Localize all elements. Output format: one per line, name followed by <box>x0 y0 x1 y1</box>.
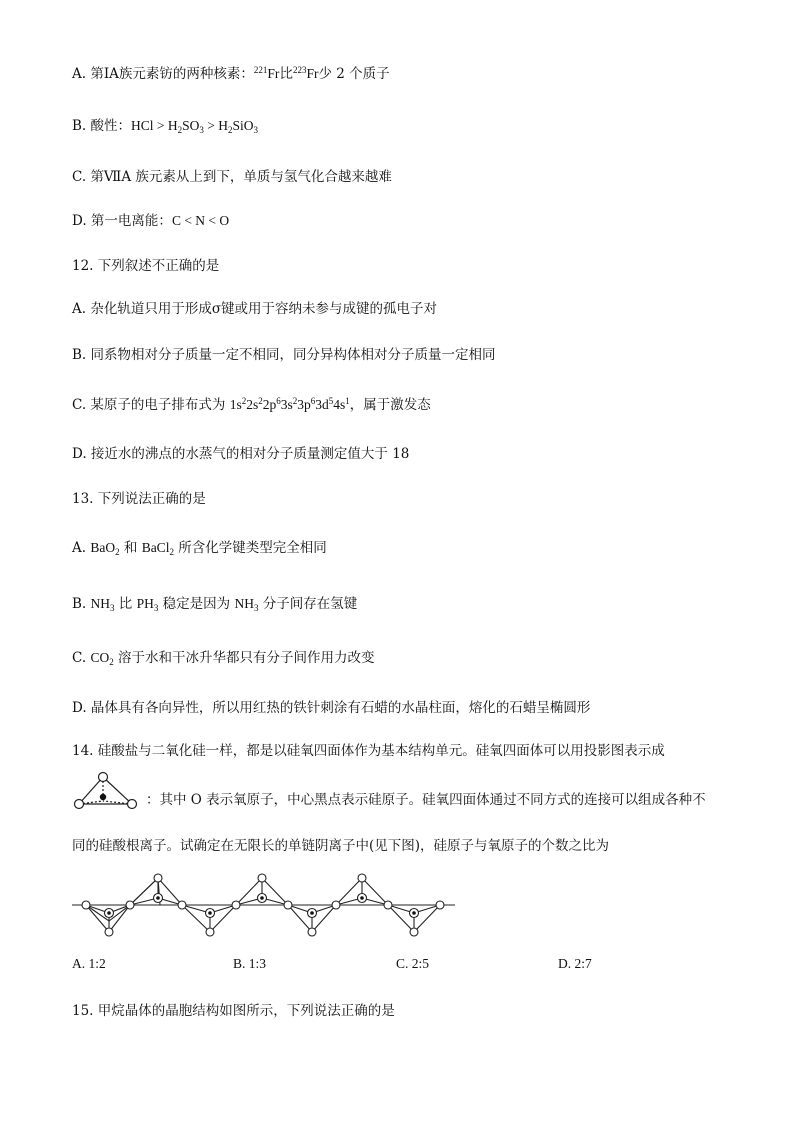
q14-stem-line3: 同的硅酸根离子。试确定在无限长的单链阴离子中(见下图)，硅原子与氧原子的个数之比为 <box>72 838 610 854</box>
q12-option-a: A. 杂化轨道只用于形成σ键或用于容纳未参与成键的孤电子对 <box>72 301 438 317</box>
q13-option-b: B. $NH_3$ 比 $PH_3$ 稳定是因为 $NH_3$ 分子间存在氢键 <box>72 596 358 613</box>
q13-option-d: D. 晶体具有各向异性，所以用红热的铁针刺涂有石蜡的水晶柱面，熔化的石蜡呈椭圆形 <box>72 700 591 716</box>
option-text: ，属于激发态 <box>349 397 431 413</box>
mass-number: 223 <box>292 65 307 75</box>
acidity-formula: HCl > $H_2SO_3 > H_2SiO_3$ <box>131 118 259 135</box>
q12-option-c <box>72 395 431 415</box>
element-symbol: Fr <box>306 66 319 81</box>
option-text: C. 某原子的电子排布式为 <box>72 397 230 413</box>
silicate-chain-diagram <box>70 868 460 940</box>
ionization-formula: C < N < O <box>171 213 230 228</box>
mass-number: 221 <box>253 65 268 75</box>
option-text: A. 第ⅠA族元素钫的两种核素： <box>72 66 254 82</box>
tetrahedron-projection-icon <box>72 770 142 814</box>
option-text: B. 酸性： <box>72 118 132 134</box>
option-text: 比 <box>279 66 293 82</box>
q12-option-b: B. 同系物相对分子质量一定不相同，同分异构体相对分子质量一定相同 <box>72 347 496 363</box>
option-text: 少 2 个质子 <box>318 66 390 82</box>
q15-stem: 15. 甲烷晶体的晶胞结构如图所示，下列说法正确的是 <box>72 1003 395 1019</box>
q14-stem-line2: ：其中 O 表示氧原子，中心黑点表示硅原子。硅氧四面体通过不同方式的连接可以组成各种不 <box>146 792 706 808</box>
q13-stem: 13. 下列说法正确的是 <box>72 491 206 507</box>
formula: BaO$_2$ <box>90 540 120 557</box>
formula: $PH_3$ <box>136 596 159 613</box>
formula: $NH_3$ <box>234 596 259 613</box>
q11-option-a <box>72 64 390 84</box>
q14-stem-line1: 14. 硅酸盐与二氧化硅一样，都是以硅氧四面体作为基本结构单元。硅氧四面体可以用投影图表示成 <box>72 743 665 759</box>
q12-option-d: D. 接近水的沸点的水蒸气的相对分子质量测定值大于 18 <box>72 446 410 462</box>
electron-configuration: $1s^22s^22p^63s^23p^63d^54s^1$ <box>229 396 350 412</box>
formula: $CO_2$ <box>90 650 114 667</box>
q14-option-b: B. 1:3 <box>233 956 267 971</box>
option-text: D. 第一电离能： <box>72 213 172 229</box>
q11-option-b <box>72 116 258 136</box>
q12-stem: 12. 下列叙述不正确的是 <box>72 258 220 274</box>
q11-option-c: C. 第ⅦA 族元素从上到下，单质与氢气化合越来越难 <box>72 169 392 185</box>
q14-option-a: A. 1:2 <box>72 956 106 971</box>
element-symbol: Fr <box>267 66 280 81</box>
q14-option-d: D. 2:7 <box>558 956 592 971</box>
formula: $NH_3$ <box>90 596 115 613</box>
q14-option-c: C. 2:5 <box>396 956 430 971</box>
q13-option-a: A. BaO$_2$ 和 BaCl$_2$ 所含化学键类型完全相同 <box>72 540 327 557</box>
formula: BaCl$_2$ <box>141 540 174 557</box>
q11-option-d <box>72 211 229 231</box>
q13-option-c: C. $CO_2$ 溶于水和干冰升华都只有分子间作用力改变 <box>72 650 375 667</box>
